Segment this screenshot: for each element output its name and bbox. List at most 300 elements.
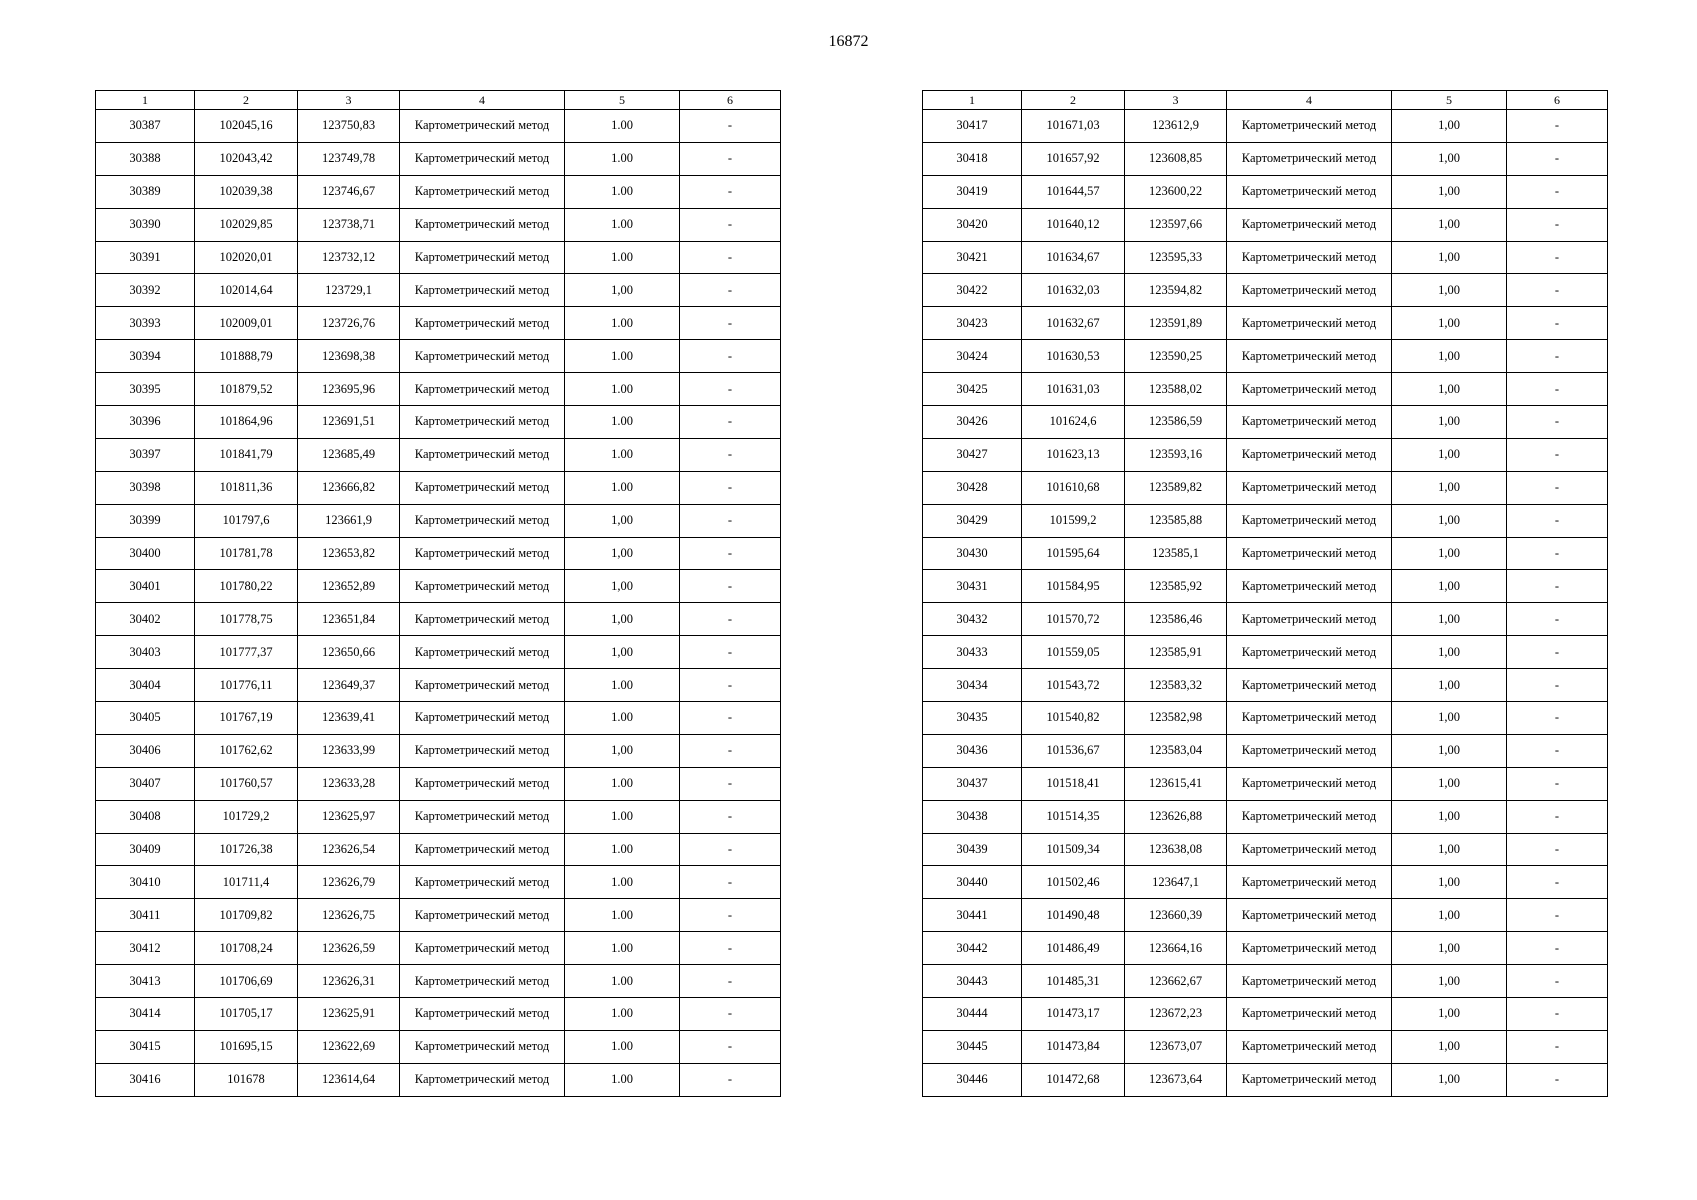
precision-cell: 1.00 [565,406,680,439]
y-coordinate-cell: 123590,25 [1125,340,1227,373]
table-row [923,866,1608,899]
method-cell: Картометрический метод [400,603,565,636]
table-row [923,1063,1608,1096]
table-row [96,504,781,537]
precision-cell: 1.00 [565,932,680,965]
point-number-cell: 30411 [96,899,195,932]
precision-cell: 1,00 [1392,636,1507,669]
x-coordinate-cell: 101879,52 [195,373,298,406]
point-number-cell: 30419 [923,175,1022,208]
precision-cell: 1,00 [1392,800,1507,833]
x-coordinate-cell: 101767,19 [195,702,298,735]
point-number-cell: 30393 [96,307,195,340]
point-number-cell: 30412 [96,932,195,965]
description-cell: - [680,899,781,932]
page-number: 16872 [828,33,869,50]
precision-cell: 1.00 [565,438,680,471]
method-cell: Картометрический метод [1227,340,1392,373]
x-coordinate-cell: 102043,42 [195,142,298,175]
point-number-cell: 30390 [96,208,195,241]
description-cell: - [680,373,781,406]
precision-cell: 1,00 [1392,406,1507,439]
y-coordinate-cell: 123666,82 [298,471,400,504]
precision-cell: 1,00 [1392,175,1507,208]
x-coordinate-cell: 102039,38 [195,175,298,208]
table-row [923,175,1608,208]
point-number-cell: 30401 [96,570,195,603]
point-number-cell: 30387 [96,110,195,143]
y-coordinate-cell: 123633,99 [298,734,400,767]
precision-cell: 1,00 [1392,537,1507,570]
y-coordinate-cell: 123685,49 [298,438,400,471]
x-coordinate-cell: 101762,62 [195,734,298,767]
description-cell: - [680,175,781,208]
description-cell: - [1507,142,1608,175]
method-cell: Картометрический метод [1227,110,1392,143]
point-number-cell: 30414 [96,998,195,1031]
method-cell: Картометрический метод [1227,241,1392,274]
table-row [96,669,781,702]
point-number-cell: 30396 [96,406,195,439]
x-coordinate-cell: 101486,49 [1022,932,1125,965]
y-coordinate-cell: 123589,82 [1125,471,1227,504]
point-number-cell: 30408 [96,800,195,833]
point-number-cell: 30424 [923,340,1022,373]
y-coordinate-cell: 123738,71 [298,208,400,241]
table-row [96,767,781,800]
x-coordinate-cell: 101509,34 [1022,833,1125,866]
method-cell: Картометрический метод [1227,471,1392,504]
precision-cell: 1,00 [1392,899,1507,932]
table-row [923,965,1608,998]
point-number-cell: 30392 [96,274,195,307]
y-coordinate-cell: 123593,16 [1125,438,1227,471]
method-cell: Картометрический метод [400,110,565,143]
point-number-cell: 30403 [96,636,195,669]
y-coordinate-cell: 123626,54 [298,833,400,866]
point-number-cell: 30388 [96,142,195,175]
table-row [96,800,781,833]
point-number-cell: 30426 [923,406,1022,439]
x-coordinate-cell: 101485,31 [1022,965,1125,998]
x-coordinate-cell: 101634,67 [1022,241,1125,274]
method-cell: Картометрический метод [1227,866,1392,899]
method-cell: Картометрический метод [400,702,565,735]
table-row [923,110,1608,143]
y-coordinate-cell: 123650,66 [298,636,400,669]
y-coordinate-cell: 123585,91 [1125,636,1227,669]
method-cell: Картометрический метод [1227,406,1392,439]
precision-cell: 1,00 [565,274,680,307]
precision-cell: 1.00 [565,307,680,340]
description-cell: - [1507,340,1608,373]
x-coordinate-cell: 101559,05 [1022,636,1125,669]
precision-cell: 1,00 [565,570,680,603]
x-coordinate-cell: 101624,6 [1022,406,1125,439]
method-cell: Картометрический метод [1227,669,1392,702]
x-coordinate-cell: 101778,75 [195,603,298,636]
header-cell: 3 [298,91,400,110]
y-coordinate-cell: 123691,51 [298,406,400,439]
header-cell: 1 [923,91,1022,110]
description-cell: - [680,504,781,537]
description-cell: - [1507,998,1608,1031]
description-cell: - [1507,504,1608,537]
x-coordinate-cell: 101536,67 [1022,734,1125,767]
method-cell: Картометрический метод [1227,570,1392,603]
x-coordinate-cell: 102029,85 [195,208,298,241]
table-row [923,603,1608,636]
precision-cell: 1.00 [565,142,680,175]
header-cell: 1 [96,91,195,110]
method-cell: Картометрический метод [1227,932,1392,965]
point-number-cell: 30410 [96,866,195,899]
x-coordinate-cell: 101631,03 [1022,373,1125,406]
method-cell: Картометрический метод [400,998,565,1031]
x-coordinate-cell: 101708,24 [195,932,298,965]
method-cell: Картометрический метод [400,241,565,274]
point-number-cell: 30413 [96,965,195,998]
y-coordinate-cell: 123625,97 [298,800,400,833]
description-cell: - [680,142,781,175]
point-number-cell: 30406 [96,734,195,767]
description-cell: - [1507,373,1608,406]
point-number-cell: 30409 [96,833,195,866]
table-row [96,471,781,504]
description-cell: - [680,734,781,767]
table-row [923,570,1608,603]
method-cell: Картометрический метод [400,899,565,932]
point-number-cell: 30423 [923,307,1022,340]
y-coordinate-cell: 123662,67 [1125,965,1227,998]
y-coordinate-cell: 123612,9 [1125,110,1227,143]
method-cell: Картометрический метод [400,570,565,603]
header-cell: 2 [195,91,298,110]
table-row [923,208,1608,241]
table-row [96,998,781,1031]
x-coordinate-cell: 101632,03 [1022,274,1125,307]
method-cell: Картометрический метод [400,438,565,471]
x-coordinate-cell: 101797,6 [195,504,298,537]
precision-cell: 1,00 [565,537,680,570]
x-coordinate-cell: 101706,69 [195,965,298,998]
table-row [96,1030,781,1063]
point-number-cell: 30431 [923,570,1022,603]
precision-cell: 1.00 [565,340,680,373]
description-cell: - [1507,767,1608,800]
description-cell: - [680,965,781,998]
y-coordinate-cell: 123591,89 [1125,307,1227,340]
x-coordinate-cell: 101711,4 [195,866,298,899]
table-row [923,833,1608,866]
method-cell: Картометрический метод [400,504,565,537]
table-row [923,340,1608,373]
y-coordinate-cell: 123698,38 [298,340,400,373]
precision-cell: 1.00 [565,373,680,406]
table-row [923,537,1608,570]
point-number-cell: 30444 [923,998,1022,1031]
description-cell: - [680,1030,781,1063]
method-cell: Картометрический метод [400,340,565,373]
header-cell: 5 [1392,91,1507,110]
table-row [96,406,781,439]
y-coordinate-cell: 123585,88 [1125,504,1227,537]
x-coordinate-cell: 101473,17 [1022,998,1125,1031]
precision-cell: 1,00 [1392,767,1507,800]
precision-cell: 1.00 [565,965,680,998]
table-row [96,307,781,340]
point-number-cell: 30438 [923,800,1022,833]
y-coordinate-cell: 123626,88 [1125,800,1227,833]
description-cell: - [680,1063,781,1096]
method-cell: Картометрический метод [1227,734,1392,767]
table-row [923,438,1608,471]
x-coordinate-cell: 101599,2 [1022,504,1125,537]
point-number-cell: 30446 [923,1063,1022,1096]
description-cell: - [1507,274,1608,307]
method-cell: Картометрический метод [400,833,565,866]
point-number-cell: 30397 [96,438,195,471]
y-coordinate-cell: 123583,32 [1125,669,1227,702]
y-coordinate-cell: 123750,83 [298,110,400,143]
y-coordinate-cell: 123626,79 [298,866,400,899]
point-number-cell: 30421 [923,241,1022,274]
x-coordinate-cell: 101502,46 [1022,866,1125,899]
precision-cell: 1.00 [565,1030,680,1063]
table-row [923,998,1608,1031]
point-number-cell: 30445 [923,1030,1022,1063]
point-number-cell: 30437 [923,767,1022,800]
description-cell: - [1507,1030,1608,1063]
method-cell: Картометрический метод [400,142,565,175]
y-coordinate-cell: 123729,1 [298,274,400,307]
description-cell: - [680,767,781,800]
coordinates-table-left [95,90,781,1097]
x-coordinate-cell: 101671,03 [1022,110,1125,143]
description-cell: - [1507,1063,1608,1096]
description-cell: - [680,636,781,669]
header-cell: 6 [1507,91,1608,110]
table-header-row [96,91,781,110]
table-row [923,504,1608,537]
description-cell: - [680,669,781,702]
description-cell: - [1507,800,1608,833]
description-cell: - [680,208,781,241]
precision-cell: 1,00 [1392,142,1507,175]
precision-cell: 1.00 [565,208,680,241]
x-coordinate-cell: 101595,64 [1022,537,1125,570]
x-coordinate-cell: 101705,17 [195,998,298,1031]
y-coordinate-cell: 123647,1 [1125,866,1227,899]
point-number-cell: 30398 [96,471,195,504]
description-cell: - [1507,110,1608,143]
precision-cell: 1,00 [1392,734,1507,767]
description-cell: - [680,438,781,471]
description-cell: - [680,800,781,833]
description-cell: - [1507,406,1608,439]
table-row [96,932,781,965]
table-row [96,702,781,735]
method-cell: Картометрический метод [400,471,565,504]
point-number-cell: 30432 [923,603,1022,636]
y-coordinate-cell: 123583,04 [1125,734,1227,767]
x-coordinate-cell: 101864,96 [195,406,298,439]
description-cell: - [1507,833,1608,866]
point-number-cell: 30405 [96,702,195,735]
x-coordinate-cell: 101610,68 [1022,471,1125,504]
precision-cell: 1.00 [565,669,680,702]
point-number-cell: 30395 [96,373,195,406]
precision-cell: 1,00 [565,734,680,767]
y-coordinate-cell: 123626,31 [298,965,400,998]
table-row [923,932,1608,965]
point-number-cell: 30436 [923,734,1022,767]
point-number-cell: 30434 [923,669,1022,702]
precision-cell: 1,00 [1392,307,1507,340]
point-number-cell: 30394 [96,340,195,373]
point-number-cell: 30420 [923,208,1022,241]
precision-cell: 1.00 [565,866,680,899]
method-cell: Картометрический метод [1227,800,1392,833]
table-header-row [923,91,1608,110]
description-cell: - [680,932,781,965]
description-cell: - [1507,899,1608,932]
y-coordinate-cell: 123660,39 [1125,899,1227,932]
table-row [96,241,781,274]
point-number-cell: 30441 [923,899,1022,932]
precision-cell: 1,00 [1392,471,1507,504]
method-cell: Картометрический метод [400,307,565,340]
header-cell: 6 [680,91,781,110]
table-row [96,438,781,471]
point-number-cell: 30402 [96,603,195,636]
table-row [923,471,1608,504]
x-coordinate-cell: 101632,67 [1022,307,1125,340]
y-coordinate-cell: 123585,1 [1125,537,1227,570]
x-coordinate-cell: 101584,95 [1022,570,1125,603]
table-row [923,800,1608,833]
y-coordinate-cell: 123672,23 [1125,998,1227,1031]
x-coordinate-cell: 101472,68 [1022,1063,1125,1096]
precision-cell: 1,00 [1392,833,1507,866]
table-row [923,702,1608,735]
description-cell: - [680,998,781,1031]
point-number-cell: 30427 [923,438,1022,471]
method-cell: Картометрический метод [400,373,565,406]
precision-cell: 1,00 [1392,965,1507,998]
description-cell: - [1507,866,1608,899]
method-cell: Картометрический метод [400,965,565,998]
description-cell: - [680,340,781,373]
method-cell: Картометрический метод [400,175,565,208]
point-number-cell: 30418 [923,142,1022,175]
table-row [96,208,781,241]
header-cell: 4 [1227,91,1392,110]
point-number-cell: 30433 [923,636,1022,669]
x-coordinate-cell: 101540,82 [1022,702,1125,735]
y-coordinate-cell: 123649,37 [298,669,400,702]
method-cell: Картометрический метод [1227,1063,1392,1096]
precision-cell: 1,00 [565,636,680,669]
point-number-cell: 30399 [96,504,195,537]
precision-cell: 1,00 [1392,504,1507,537]
point-number-cell: 30430 [923,537,1022,570]
method-cell: Картометрический метод [1227,274,1392,307]
y-coordinate-cell: 123726,76 [298,307,400,340]
table-row [923,636,1608,669]
y-coordinate-cell: 123594,82 [1125,274,1227,307]
method-cell: Картометрический метод [1227,208,1392,241]
description-cell: - [680,110,781,143]
table-row [96,866,781,899]
method-cell: Картометрический метод [400,866,565,899]
table-row [923,274,1608,307]
method-cell: Картометрический метод [1227,603,1392,636]
method-cell: Картометрический метод [400,406,565,439]
x-coordinate-cell: 102020,01 [195,241,298,274]
y-coordinate-cell: 123749,78 [298,142,400,175]
description-cell: - [680,702,781,735]
x-coordinate-cell: 102009,01 [195,307,298,340]
precision-cell: 1.00 [565,175,680,208]
table-row [923,1030,1608,1063]
point-number-cell: 30429 [923,504,1022,537]
precision-cell: 1.00 [565,833,680,866]
precision-cell: 1.00 [565,1063,680,1096]
method-cell: Картометрический метод [1227,537,1392,570]
precision-cell: 1,00 [1392,208,1507,241]
table-row [923,373,1608,406]
x-coordinate-cell: 101570,72 [1022,603,1125,636]
table-row [923,734,1608,767]
table-row [96,340,781,373]
table-body [96,110,781,1097]
point-number-cell: 30439 [923,833,1022,866]
description-cell: - [1507,965,1608,998]
description-cell: - [1507,570,1608,603]
precision-cell: 1.00 [565,899,680,932]
description-cell: - [1507,208,1608,241]
description-cell: - [1507,636,1608,669]
x-coordinate-cell: 101781,78 [195,537,298,570]
table-row [96,965,781,998]
point-number-cell: 30389 [96,175,195,208]
precision-cell: 1,00 [1392,438,1507,471]
x-coordinate-cell: 101514,35 [1022,800,1125,833]
method-cell: Картометрический метод [1227,175,1392,208]
table-row [96,636,781,669]
y-coordinate-cell: 123746,67 [298,175,400,208]
point-number-cell: 30417 [923,110,1022,143]
precision-cell: 1,00 [565,603,680,636]
x-coordinate-cell: 101678 [195,1063,298,1096]
description-cell: - [1507,471,1608,504]
point-number-cell: 30422 [923,274,1022,307]
table-row [923,406,1608,439]
y-coordinate-cell: 123673,07 [1125,1030,1227,1063]
method-cell: Картометрический метод [400,636,565,669]
table-row [96,570,781,603]
precision-cell: 1,00 [1392,274,1507,307]
description-cell: - [680,307,781,340]
description-cell: - [680,241,781,274]
method-cell: Картометрический метод [400,767,565,800]
description-cell: - [680,833,781,866]
header-cell: 2 [1022,91,1125,110]
description-cell: - [680,406,781,439]
x-coordinate-cell: 102014,64 [195,274,298,307]
precision-cell: 1.00 [565,110,680,143]
